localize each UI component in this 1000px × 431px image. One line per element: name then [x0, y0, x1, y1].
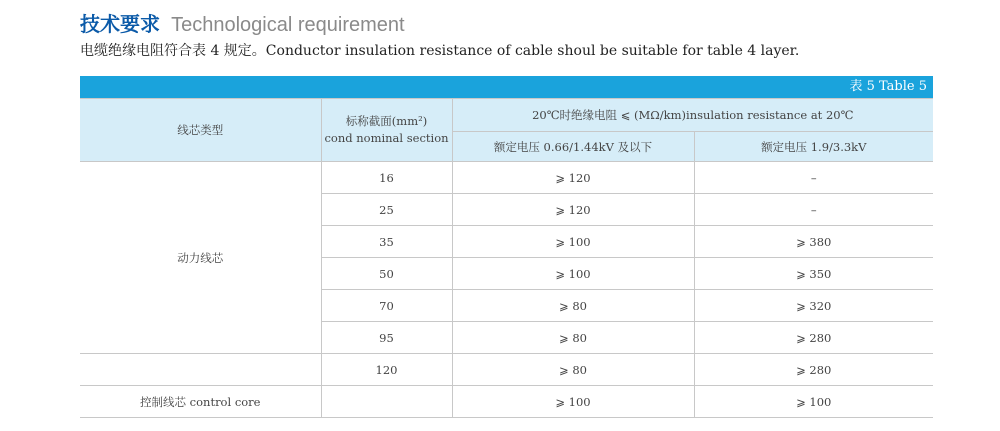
header-nominal-section — [321, 99, 452, 162]
cell-voltage-2: – — [694, 162, 933, 194]
header-section-cn: 标称截面(mm²) — [345, 114, 428, 128]
cell-voltage-2: ⩾ 100 — [694, 386, 933, 418]
cell-voltage-1: ⩾ 100 — [452, 386, 694, 418]
cell-voltage-2: ⩾ 380 — [694, 226, 933, 258]
header-core-type: 线芯类型 — [80, 99, 321, 162]
cell-voltage-1: ⩾ 100 — [452, 258, 694, 290]
cell-section: 16 — [321, 162, 452, 194]
header-voltage-1: 额定电压 0.66/1.44kV 及以下 — [452, 132, 694, 162]
table-row — [80, 354, 933, 386]
cell-section: 95 — [321, 322, 452, 354]
cell-voltage-1: ⩾ 100 — [452, 226, 694, 258]
cell-section: 120 — [321, 354, 452, 386]
header-resistance: 20℃时绝缘电阻 ⩽ (MΩ/km)insulation resistance at 20℃ — [452, 99, 933, 132]
description-text: 电缆绝缘电阻符合表 4 规定。Conductor insulation resistance of cable shoul be suitable for table 4 layer. — [80, 43, 800, 59]
section-title — [80, 8, 405, 37]
table-row — [80, 162, 933, 194]
cell-voltage-1: ⩾ 120 — [452, 162, 694, 194]
cell-voltage-2: – — [694, 194, 933, 226]
cell-section: 25 — [321, 194, 452, 226]
title-english: Technological requirement — [171, 14, 405, 36]
group-power-core: 动力线芯 — [80, 162, 321, 354]
cell-section: 70 — [321, 290, 452, 322]
cell-section: 35 — [321, 226, 452, 258]
header-voltage-2: 额定电压 1.9/3.3kV — [694, 132, 933, 162]
cell-section — [321, 386, 452, 418]
cell-voltage-2: ⩾ 320 — [694, 290, 933, 322]
table-caption: 表 5 Table 5 — [80, 76, 933, 98]
table-row — [80, 386, 933, 418]
group-control-core: 控制线芯 control core — [80, 386, 321, 418]
cell-voltage-2: ⩾ 280 — [694, 322, 933, 354]
cell-voltage-1: ⩾ 80 — [452, 290, 694, 322]
title-chinese: 技术要求 — [80, 12, 160, 36]
cell-section: 50 — [321, 258, 452, 290]
header-section-en: cond nominal section — [324, 131, 449, 145]
cell-voltage-2: ⩾ 350 — [694, 258, 933, 290]
cell-empty — [80, 354, 321, 386]
resistance-table — [80, 76, 933, 418]
cell-voltage-1: ⩾ 80 — [452, 354, 694, 386]
cell-voltage-1: ⩾ 120 — [452, 194, 694, 226]
cell-voltage-1: ⩾ 80 — [452, 322, 694, 354]
cell-voltage-2: ⩾ 280 — [694, 354, 933, 386]
data-table — [80, 98, 933, 418]
